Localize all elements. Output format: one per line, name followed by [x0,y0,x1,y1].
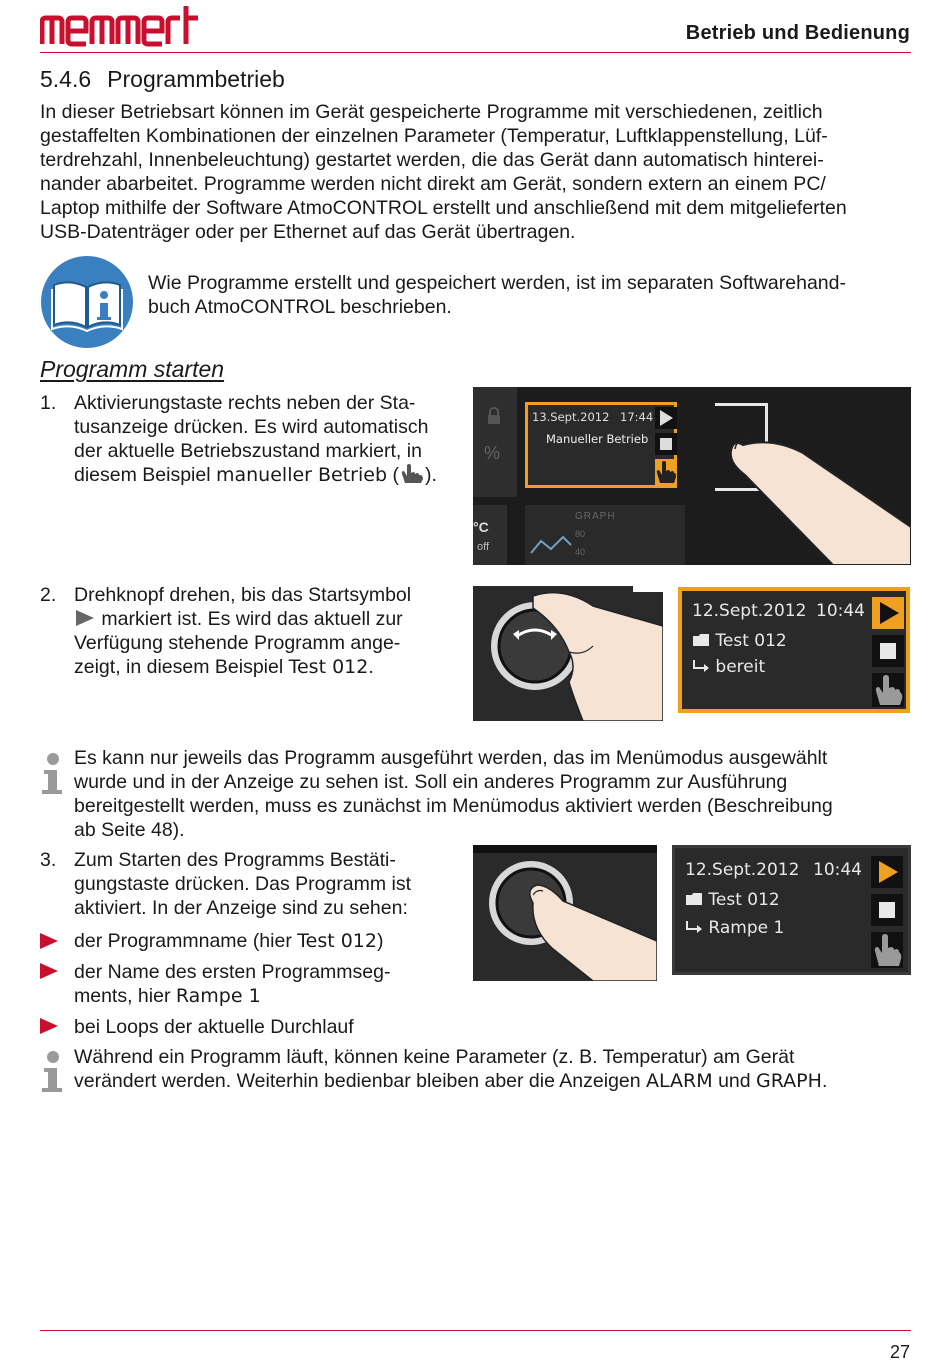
display-step-3 [672,845,911,975]
hand-icon [399,463,425,485]
intro-paragraph [40,100,912,244]
section-title-text: Programmbetrieb [107,66,285,92]
text: der Name des ersten Programmseg- [74,961,391,983]
play-icon [871,856,903,888]
text: zeigt, in diesem Beispiel [74,656,289,678]
percent-label: % [484,443,501,463]
text: ( [387,464,399,486]
manual-note [148,271,908,319]
segment-name: Rampe 1 [175,985,261,1007]
start-button[interactable] [871,856,903,888]
brand-text: memmert [40,4,45,5]
screen1-time: 17:44 [620,410,654,424]
step-number: 1. [40,392,57,414]
return-arrow-icon [692,659,710,673]
bullet-arrow-icon [40,933,58,949]
manual-info-icon [40,255,134,349]
note-line: Während ein Programm läuft, können keine Parameter (z. B. Temperatur) am Gerät [74,1046,795,1068]
step-1-line: der aktuelle Betriebszustand markiert, in [74,440,422,462]
button-press-image [473,845,657,981]
temp-unit: °C [473,519,489,535]
start-symbol-icon [74,609,96,627]
display2-status-row [692,657,765,677]
step-2-line: Drehknopf drehen, bis das Startsymbol [74,584,412,606]
display2-date: 12.Sept.2012 [692,601,807,621]
screen1-date: 13.Sept.2012 [532,410,610,424]
rotary-knob-illustration [473,586,663,721]
text: diesem Beispiel [74,464,216,486]
display2-status: bereit [715,657,766,677]
return-arrow-icon [685,920,703,934]
section-number: 5.4.6 [40,66,92,92]
step-3-line: Zum Starten des Programms Bestäti- [74,849,396,871]
display2-time: 10:44 [816,601,865,621]
status-display [525,402,677,488]
text: verändert werden. Weiterhin bedienbar bleiben aber die Anzeigen [74,1070,647,1092]
start-button[interactable] [872,597,904,629]
note-line: ab Seite 48). [74,819,185,841]
display3-program-row [685,890,780,910]
lock-icon [487,407,501,425]
display2-program: Test 012 [715,631,787,651]
folder-icon [685,892,703,906]
program-name: Test 012 [297,930,377,952]
mode-name: manueller Betrieb [215,464,388,486]
manual-note-line: Wie Programme erstellt und gespeichert werden, ist im separaten Softwarehand- [148,272,846,294]
manual-button[interactable] [655,459,677,485]
step-2-line: Verfügung stehende Programm ange- [74,632,401,654]
finger-illustration [723,417,911,565]
bullet-3: bei Loops der aktuelle Durchlauf [74,1016,354,1038]
stop-icon [871,894,903,926]
subheading-programm-starten: Programm starten [40,356,225,382]
left-panel [473,387,517,497]
header-title: Betrieb und Bedienung [685,22,910,44]
bullet-arrow-icon [40,1018,58,1034]
display3-time: 10:44 [813,860,862,880]
step-2 [40,583,470,683]
graph-panel [525,505,685,565]
memmert-logo [40,4,200,48]
step-1 [40,391,470,491]
intro-line: terdrehzahl, Innenbeleuchtung) gestartet werden, die das Gerät dann automatisch hinterei- [40,149,824,171]
alarm-label: ALARM [646,1070,713,1092]
step-3-line: aktiviert. In der Anzeige sind zu sehen: [74,897,408,919]
off-label: off [477,541,490,553]
screen-1-image [473,387,911,565]
step-number: 3. [40,849,57,871]
page-number: 27 [889,1342,910,1362]
display3-segment: Rampe 1 [708,918,785,938]
confirm-button-illustration [473,845,657,981]
intro-line: gestaffelten Kombinationen der einzelnen Parameter (Temperatur, Luftklappenstellung, Lüf- [40,125,828,147]
text: ments, hier [74,985,176,1007]
text: . [821,1070,828,1092]
graph-icon [529,531,573,557]
note-line [74,1069,914,1093]
bullet-2-line-2 [74,984,454,1008]
graph-tick: 40 [575,547,586,557]
play-icon [872,597,904,629]
stop-icon [872,635,904,667]
intro-line: Laptop mithilfe der Software AtmoCONTROL erstellt und anschließend mit dem mitgelieferten [40,197,847,219]
step-3 [40,848,470,924]
manual-button[interactable] [871,932,903,968]
manual-note-line: buch AtmoCONTROL beschrieben. [148,296,452,318]
hand-icon [655,459,677,485]
stop-button[interactable] [872,635,904,667]
bullet-1 [74,929,383,953]
footer-divider [40,1330,911,1331]
step-1-line: Aktivierungstaste rechts neben der Sta- [74,392,416,414]
note-line: Es kann nur jeweils das Programm ausgeführt werden, das im Menümodus ausgewählt [74,747,828,769]
stop-icon [655,433,677,455]
note-line: bereitgestellt werden, muss es zunächst im Menümodus aktiviert werden (Beschreibung [74,795,833,817]
hand-icon [871,932,903,968]
display-step-2 [678,587,910,713]
info-i-icon [40,1050,66,1094]
stop-button[interactable] [655,433,677,455]
temp-panel [473,505,507,565]
knob-turn-image [473,586,663,721]
step-1-line: tusanzeige drücken. Es wird automatisch [74,416,429,438]
text: der Programmname (hier [74,930,298,952]
graph-tick: 80 [575,529,586,539]
display3-segment-row [685,918,784,938]
header-divider [40,52,911,53]
intro-line: In dieser Betriebsart können im Gerät gespeicherte Programme mit verschiedenen, zeitlich [40,101,823,123]
text: markiert ist. Es wird das aktuell zur [96,608,403,630]
text: und [712,1070,757,1092]
display3-date: 12.Sept.2012 [685,860,800,880]
step-2-line [74,655,474,679]
running-program-note [74,1045,914,1093]
folder-icon [692,633,710,647]
program-name: Test 012 [288,656,369,678]
text: ). [424,464,437,486]
intro-line: USB-Datenträger oder per Ethernet auf das Gerät übertragen. [40,221,576,243]
bullet-2 [74,960,454,1008]
manual-button[interactable] [872,673,904,707]
step-1-line-last [74,463,474,487]
play-icon [655,407,677,429]
display2-program-row [692,631,787,651]
start-button[interactable] [655,407,677,429]
note-line: wurde und in der Anzeige zu sehen ist. Soll ein anderes Programm zur Ausführung [74,771,788,793]
text: . [368,656,374,678]
stop-button[interactable] [871,894,903,926]
graph-label: GRAPH [575,511,616,522]
bullet-arrow-icon [40,963,58,979]
graph-label: GRAPH [756,1070,822,1092]
display3-program: Test 012 [708,890,780,910]
info-i-icon [40,752,66,796]
hand-icon [872,673,904,707]
step-number: 2. [40,584,57,606]
step-2-line [74,607,474,631]
screen1-mode: Manueller Betrieb [546,432,649,446]
intro-line: nander abarbeitet. Programme werden nicht direkt am Gerät, sondern extern an einem PC/ [40,173,826,195]
step-3-line: gungstaste drücken. Das Programm ist [74,873,412,895]
section-title [40,66,285,93]
program-selection-note [74,746,914,842]
text: ) [376,930,384,952]
